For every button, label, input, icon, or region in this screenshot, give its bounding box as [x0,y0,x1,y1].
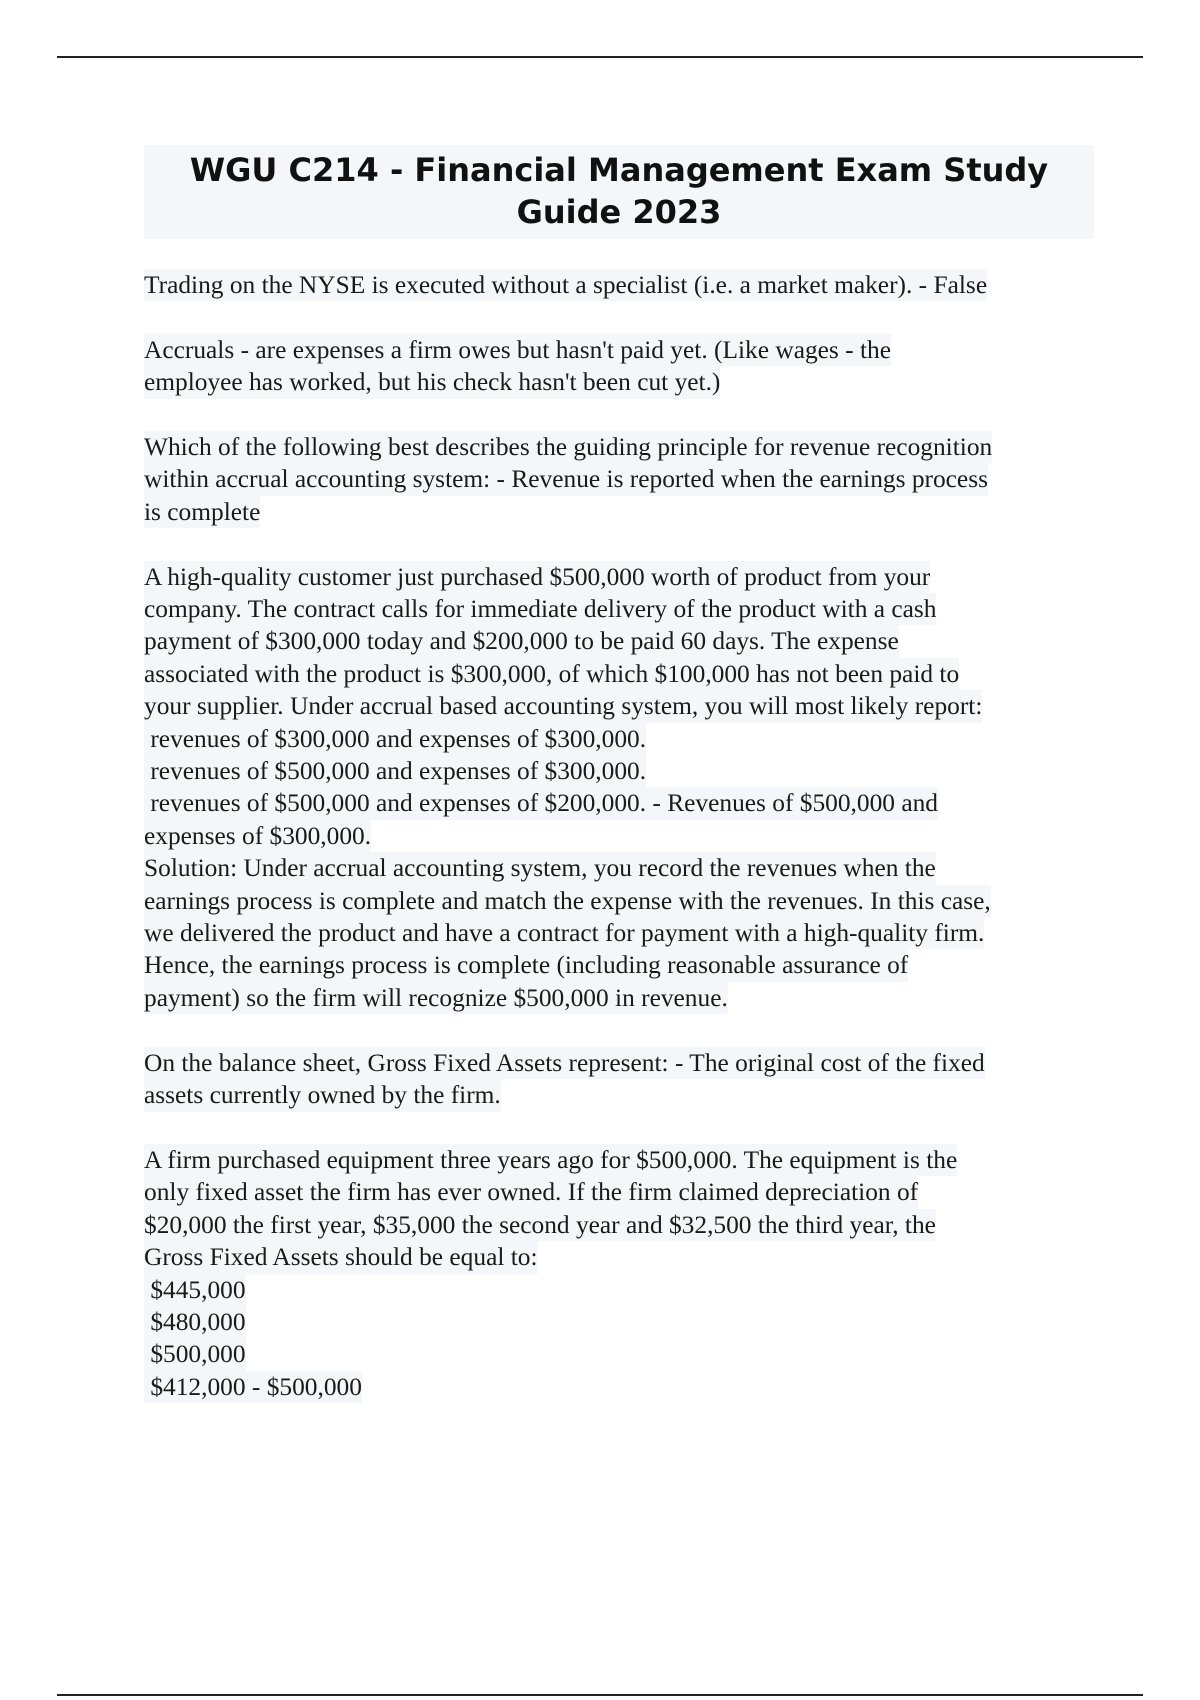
qa-line: $20,000 the first year, $35,000 the second year and $32,500 the third year, the [144,1209,936,1241]
qa-line: A firm purchased equipment three years ago for $500,000. The equipment is the [144,1144,957,1176]
qa-item [144,269,1094,301]
qa-item [144,1047,1094,1112]
bottom-rule [57,1694,1143,1696]
qa-line: within accrual accounting system: - Revenue is reported when the earnings process [144,463,988,495]
document-content [144,269,1094,1403]
qa-line: Hence, the earnings process is complete (including reasonable assurance of [144,949,908,981]
qa-line: Trading on the NYSE is executed without a specialist (i.e. a market maker). - False [144,269,987,301]
qa-item [144,334,1094,399]
qa-line: is complete [144,496,260,528]
qa-line: $480,000 [144,1306,246,1338]
qa-line: Gross Fixed Assets should be equal to: [144,1241,538,1273]
qa-line: earnings process is complete and match the expense with the revenues. In this case, [144,885,991,917]
qa-item [144,1144,1094,1403]
document-title: WGU C214 - Financial Management Exam Study Guide 2023 [189,151,1049,231]
title-box [144,145,1094,239]
qa-line: employee has worked, but his check hasn't been cut yet.) [144,366,720,398]
qa-line: associated with the product is $300,000, of which $100,000 has not been paid to [144,658,959,690]
qa-line: only fixed asset the firm has ever owned. If the firm claimed depreciation of [144,1176,918,1208]
qa-line: payment) so the firm will recognize $500,000 in revenue. [144,982,728,1014]
qa-line: $412,000 - $500,000 [144,1371,362,1403]
document-page [144,145,1094,1436]
qa-line: $500,000 [144,1338,246,1370]
qa-line: On the balance sheet, Gross Fixed Assets represent: - The original cost of the fixed [144,1047,985,1079]
qa-line: your supplier. Under accrual based accounting system, you will most likely report: [144,690,982,722]
qa-line: assets currently owned by the firm. [144,1079,501,1111]
qa-item [144,561,1094,1015]
qa-line: company. The contract calls for immediate delivery of the product with a cash [144,593,936,625]
top-rule [57,56,1143,58]
qa-line: revenues of $500,000 and expenses of $300,000. [144,755,646,787]
qa-line: Which of the following best describes the guiding principle for revenue recognition [144,431,992,463]
qa-item [144,431,1094,528]
qa-line: Accruals - are expenses a firm owes but hasn't paid yet. (Like wages - the [144,334,891,366]
qa-line: we delivered the product and have a contract for payment with a high-quality firm. [144,917,984,949]
qa-line: expenses of $300,000. [144,820,371,852]
qa-line: Solution: Under accrual accounting system, you record the revenues when the [144,852,936,884]
qa-line: A high-quality customer just purchased $500,000 worth of product from your [144,561,930,593]
qa-line: payment of $300,000 today and $200,000 to be paid 60 days. The expense [144,625,899,657]
qa-line: revenues of $300,000 and expenses of $300,000. [144,723,646,755]
qa-line: revenues of $500,000 and expenses of $200,000. - Revenues of $500,000 and [144,787,938,819]
qa-line: $445,000 [144,1274,246,1306]
